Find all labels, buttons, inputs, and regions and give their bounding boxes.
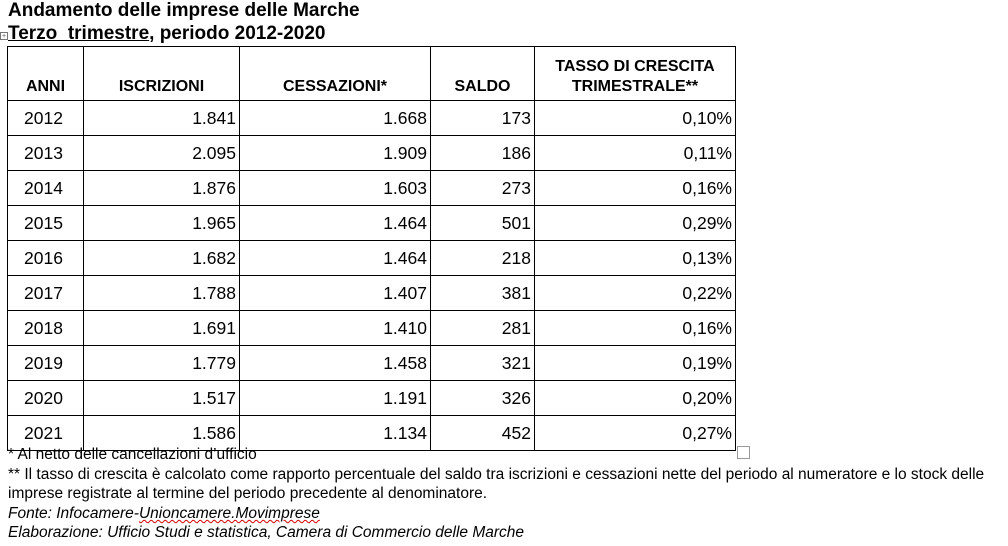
cell-cessazioni: 1.464	[240, 241, 431, 276]
cell-iscrizioni: 1.691	[84, 311, 240, 346]
header-saldo: SALDO	[431, 47, 535, 101]
table-row	[8, 346, 736, 381]
cell-saldo: 186	[431, 136, 535, 171]
cell-saldo: 501	[431, 206, 535, 241]
table-row	[8, 206, 736, 241]
cell-cessazioni: 1.668	[240, 101, 431, 136]
note-cessazioni: * Al netto delle cancellazioni d’ufficio	[8, 446, 257, 463]
cell-saldo: 218	[431, 241, 535, 276]
table-row	[8, 276, 736, 311]
companies-table	[7, 46, 736, 451]
table-row	[8, 241, 736, 276]
cell-cessazioni: 1.464	[240, 206, 431, 241]
table-row	[8, 311, 736, 346]
cell-iscrizioni: 1.517	[84, 381, 240, 416]
table-anchor-icon[interactable]: +	[1, 33, 7, 40]
table-row	[8, 171, 736, 206]
cell-anno: 2021	[8, 416, 84, 451]
cell-tasso: 0,11%	[535, 136, 736, 171]
cell-tasso: 0,27%	[535, 416, 736, 451]
fonte-source: Unioncamere.Movimprese	[138, 504, 320, 522]
cell-saldo: 452	[431, 416, 535, 451]
cell-anno: 2016	[8, 241, 84, 276]
cell-tasso: 0,19%	[535, 346, 736, 381]
cell-cessazioni: 1.191	[240, 381, 431, 416]
subtitle-range: , periodo 2012-2020	[149, 23, 326, 44]
cell-anno: 2013	[8, 136, 84, 171]
header-tasso	[535, 47, 736, 101]
note-fonte	[8, 504, 984, 524]
cell-tasso: 0,16%	[535, 311, 736, 346]
note-elaborazione: Elaborazione: Ufficio Studi e statistica, Camera di Commercio delle Marche	[8, 524, 525, 542]
cell-anno: 2015	[8, 206, 84, 241]
cell-iscrizioni: 1.586	[84, 416, 240, 451]
cell-saldo: 273	[431, 171, 535, 206]
note-tasso-line1: ** Il tasso di crescita è calcolato come rapporto percentuale del saldo tra iscrizioni e cessazioni nette del periodo al numeratore e lo stock delle	[8, 465, 985, 483]
cell-tasso: 0,20%	[535, 381, 736, 416]
table-body	[8, 101, 736, 451]
cell-iscrizioni: 1.841	[84, 101, 240, 136]
cell-anno: 2018	[8, 311, 84, 346]
header-anni: ANNI	[8, 47, 84, 101]
cell-iscrizioni: 1.876	[84, 171, 240, 206]
cell-saldo: 326	[431, 381, 535, 416]
cell-iscrizioni: 1.788	[84, 276, 240, 311]
cell-cessazioni: 1.909	[240, 136, 431, 171]
cell-iscrizioni: 1.682	[84, 241, 240, 276]
cell-iscrizioni: 1.965	[84, 206, 240, 241]
document-title: Andamento delle imprese delle Marche	[8, 0, 360, 21]
fonte-prefix: Fonte: Infocamere-	[8, 504, 139, 522]
cell-cessazioni: 1.134	[240, 416, 431, 451]
cell-anno: 2012	[8, 101, 84, 136]
cell-tasso: 0,16%	[535, 171, 736, 206]
cell-anno: 2017	[8, 276, 84, 311]
cell-cessazioni: 1.410	[240, 311, 431, 346]
header-cessazioni: CESSAZIONI*	[240, 47, 431, 101]
note-tasso-line2: imprese registrate al termine del periodo precedente al denominatore.	[8, 485, 488, 503]
footnotes	[8, 445, 984, 543]
cell-saldo: 281	[431, 311, 535, 346]
cell-cessazioni: 1.458	[240, 346, 431, 381]
table-header-row	[8, 47, 736, 101]
cell-saldo: 381	[431, 276, 535, 311]
header-tasso-line2: TRIMESTRALE**	[571, 78, 699, 95]
cell-saldo: 321	[431, 346, 535, 381]
cell-cessazioni: 1.603	[240, 171, 431, 206]
cell-tasso: 0,10%	[535, 101, 736, 136]
header-tasso-line1: TASSO DI CRESCITA	[555, 58, 715, 75]
header-iscrizioni: ISCRIZIONI	[84, 47, 240, 101]
cell-anno: 2014	[8, 171, 84, 206]
cell-iscrizioni: 1.779	[84, 346, 240, 381]
cell-tasso: 0,13%	[535, 241, 736, 276]
cell-cessazioni: 1.407	[240, 276, 431, 311]
subtitle-period: Terzo trimestre	[8, 23, 150, 44]
cell-tasso: 0,22%	[535, 276, 736, 311]
cell-iscrizioni: 2.095	[84, 136, 240, 171]
table-row	[8, 381, 736, 416]
table-row	[8, 101, 736, 136]
cell-anno: 2019	[8, 346, 84, 381]
table-row	[8, 136, 736, 171]
cell-saldo: 173	[431, 101, 535, 136]
cell-tasso: 0,29%	[535, 206, 736, 241]
cell-anno: 2020	[8, 381, 84, 416]
document-subtitle	[8, 22, 326, 46]
